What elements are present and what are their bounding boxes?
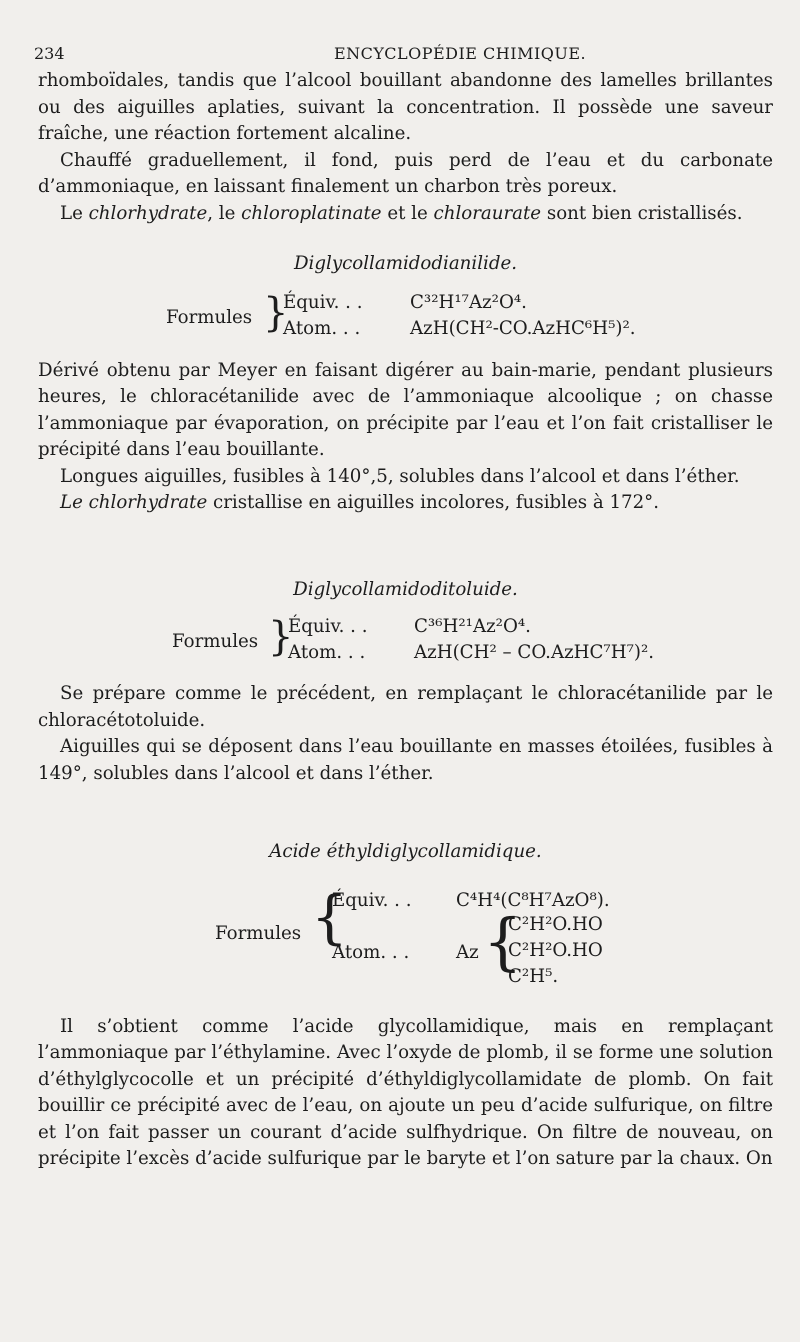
paragraph: Longues aiguilles, fusibles à 140°,5, solubles dans l’alcool et dans l’éther.: [60, 465, 740, 487]
brace: {: [483, 904, 523, 978]
section-heading: Diglycollamidoditoluide.: [293, 578, 518, 600]
formula-block: [38, 603, 773, 681]
page-body: [38, 68, 773, 1173]
substituent: C²H⁵.: [508, 965, 559, 987]
paragraph: Le chlorhydrate cristallise en aiguilles incolores, fusibles à 172°.: [60, 492, 660, 513]
formula-block: [38, 278, 773, 358]
equiv-formula: C⁴H⁴(C⁸H⁷AzO⁸).: [456, 889, 610, 911]
page-number: 234: [34, 44, 65, 63]
section-heading: Diglycollamidodianilide.: [293, 253, 518, 274]
paragraph: Aiguilles qui se déposent dans l’eau bouillante en masses étoilées, fusibles à 149°, solubles dans l’alcool et dans l’éther.: [38, 736, 773, 784]
equiv-formula: C³²H¹⁷Az²O⁴.: [410, 291, 527, 313]
brace: }: [263, 289, 289, 336]
az-label: Az: [456, 941, 479, 963]
equiv-label: Équiv. . .: [288, 616, 368, 637]
paragraph: Le chlorhydrate, le chloroplatinate et le chloraurate sont bien cristallisés.: [60, 202, 743, 224]
paragraph: Il s’obtient comme l’acide glycollamidique, mais en remplaçant l’ammoniaque par l’éthylamine. Avec l’oxyde de plomb, il se forme une solution d’éthylglycocolle et un précipité d’éthyldiglycollamidate de plomb. On fait bouillir ce précipité avec de l’eau, on ajoute un peu d’acide sulfurique, on filtre et l’on fait passer un courant d’acide sulfhydrique. On filtre de nouveau, on précipite l’excès d’acide sulfurique par le baryte et l’on sature par la chaux. On: [38, 1015, 773, 1169]
paragraph: Se prépare comme le précédent, en remplaçant le chloracétanilide par le chloracétotoluide.: [38, 683, 773, 731]
brace: }: [268, 614, 294, 660]
formula-label: Formules: [215, 922, 302, 944]
equiv-formula: C³⁶H²¹Az²O⁴.: [414, 616, 531, 637]
running-header: [34, 44, 766, 66]
equiv-label: Équiv. . .: [283, 291, 363, 313]
section-heading: Acide éthyldiglycollamidique.: [269, 841, 542, 862]
brace: {: [311, 882, 348, 951]
paragraph: Dérivé obtenu par Meyer en faisant digérer au bain-marie, pendant plusieurs heures, le chloracétanilide avec de l’ammoniaque alcoolique ; on chasse l’ammoniaque par évaporation, on précipite par l’eau et l’on fait cristalliser le précipité dans l’eau bouillante.: [38, 359, 773, 460]
atom-formula: AzH(CH²-CO.AzHC⁶H⁵)².: [410, 317, 636, 339]
equiv-label: Équiv. . .: [332, 889, 412, 911]
atom-label: Atom. . .: [288, 642, 366, 663]
formula-label: Formules: [166, 306, 253, 328]
substituent: C²H²O.HO: [508, 913, 603, 935]
running-title: ENCYCLOPÉDIE CHIMIQUE.: [334, 44, 587, 63]
paragraph: Chauffé graduellement, il fond, puis perd de l’eau et du carbonate d’ammoniaque, en laissant finalement un charbon très poreux.: [38, 149, 773, 197]
formula-label: Formules: [172, 631, 259, 652]
substituent: C²H²O.HO: [508, 939, 603, 961]
paragraph: rhomboïdales, tandis que l’alcool bouillant abandonne des lamelles brillantes ou des aiguilles aplaties, suivant la concentration. Il possède une saveur fraîche, une réaction fortement alcaline.: [38, 70, 773, 144]
formula-block: [38, 866, 773, 1014]
atom-label: Atom. . .: [332, 941, 410, 963]
atom-label: Atom. . .: [283, 317, 361, 339]
atom-formula: AzH(CH² – CO.AzHC⁷H⁷)².: [414, 642, 655, 663]
